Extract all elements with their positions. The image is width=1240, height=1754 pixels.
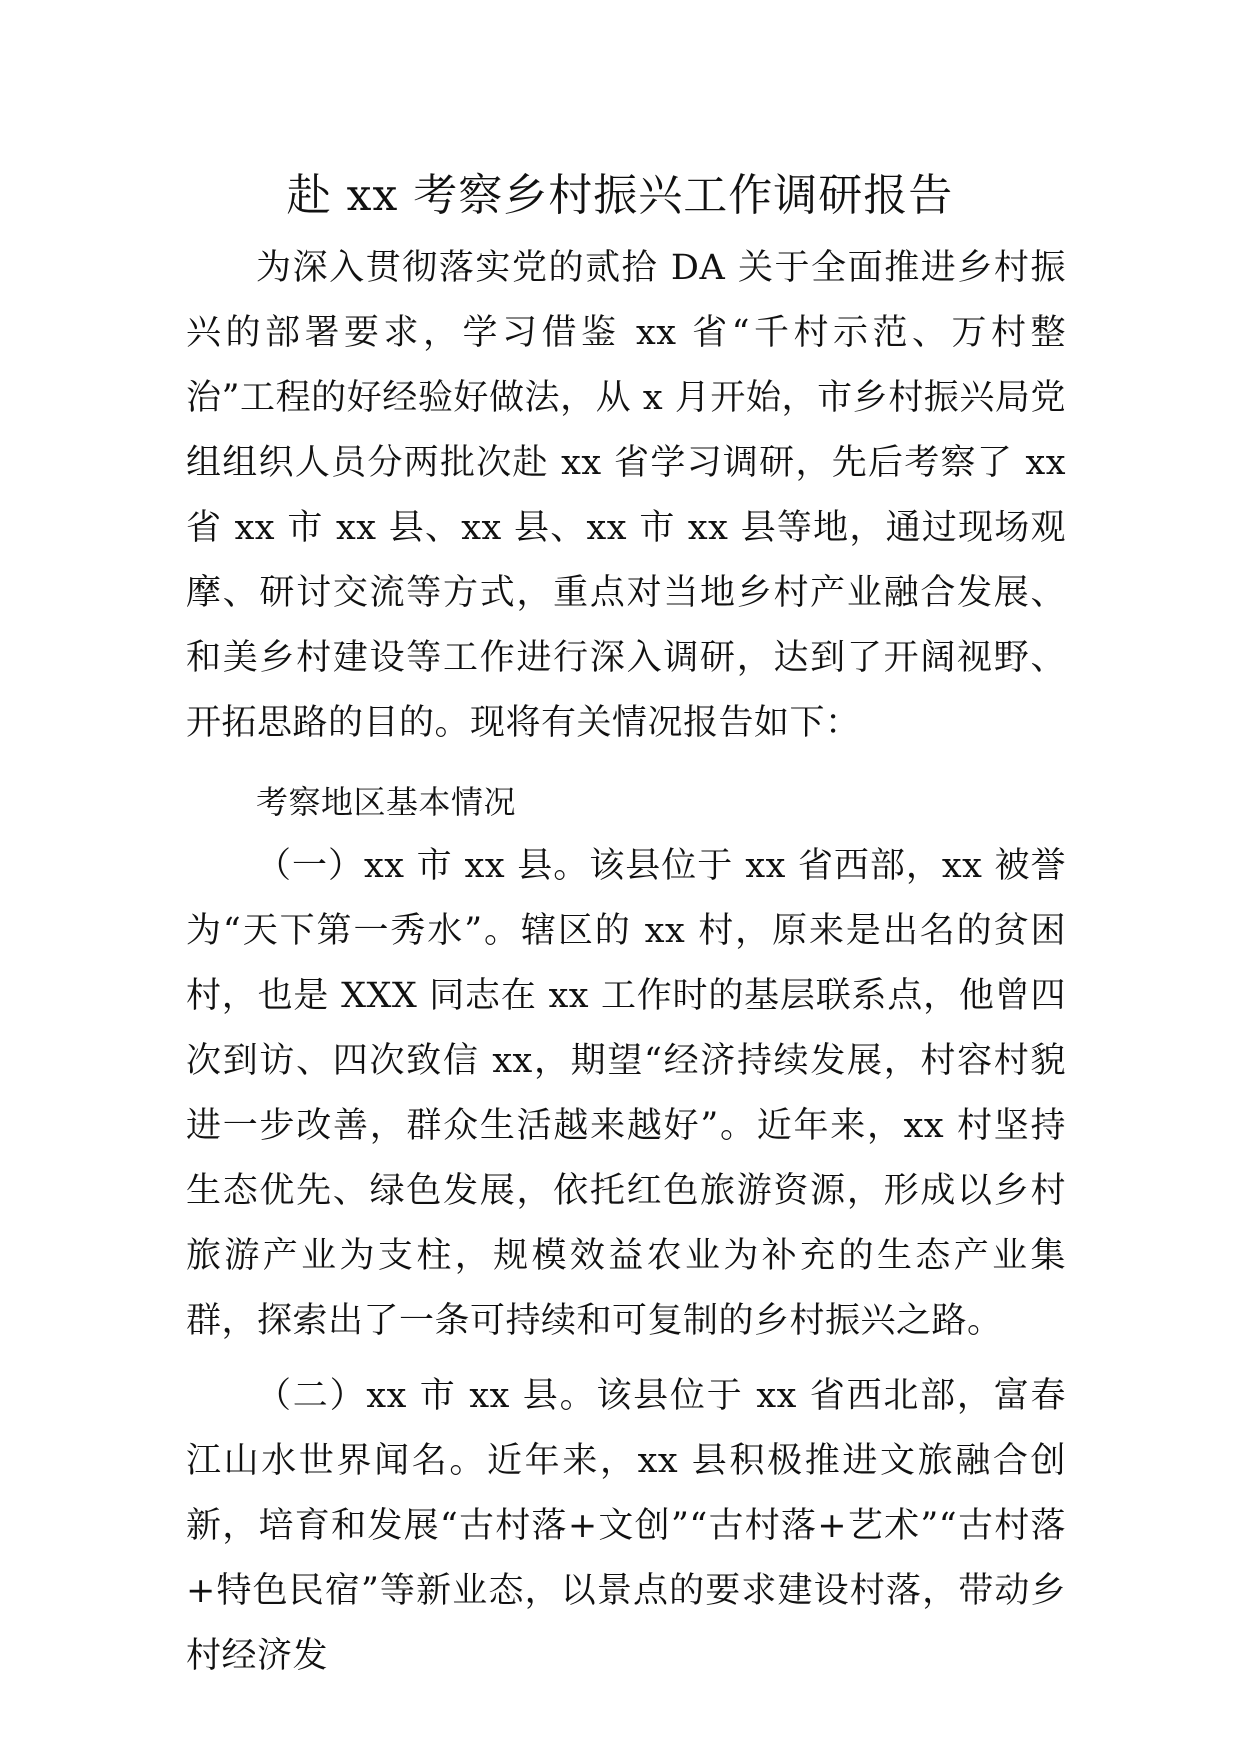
section-heading: 考察地区基本情况 bbox=[256, 783, 517, 821]
document-body bbox=[186, 236, 1066, 1689]
section-paragraph-1: （一）xx 市 xx 县。该县位于 xx 省西部，xx 被誉为“天下第一秀水”。辖区的 xx 村，原来是出名的贫困村，也是 XXX 同志在 xx 工作时的基层联系点，他曾四次到访、四次致信 xx，期望“经济持续发展，村容村貌进一步改善，群众生活越来越好”。近年来，xx 村坚持生态优先、绿色发展，依托红色旅游资源，形成以乡村旅游产业为支柱，规模效益农业为补充的生态产业集群，探索出了一条可持续和可复制的乡村振兴之路。 bbox=[186, 846, 1066, 1341]
intro-paragraph: 为深入贯彻落实党的贰拾 DA 关于全面推进乡村振兴的部署要求，学习借鉴 xx 省“千村示范、万村整治”工程的好经验好做法，从 x 月开始，市乡村振兴局党组组织人员分两批次赴 xx 省学习调研，先后考察了 xx 省 xx 市 xx 县、xx 县、xx 市 xx 县等地，通过现场观摩、研讨交流等方式，重点对当地乡村产业融合发展、和美乡村建设等工作进行深入调研，达到了开阔视野、开拓思路的目的。现将有关情况报告如下： bbox=[186, 248, 1066, 743]
section-paragraph-2: （二）xx 市 xx 县。该县位于 xx 省西北部，富春江山水世界闻名。近年来，xx 县积极推进文旅融合创新，培育和发展“古村落+文创”“古村落+艺术”“古村落+特色民宿”等新业态，以景点的要求建设村落，带动乡村经济发 bbox=[186, 1376, 1066, 1676]
document-title: 赴 xx 考察乡村振兴工作调研报告 bbox=[286, 170, 954, 221]
